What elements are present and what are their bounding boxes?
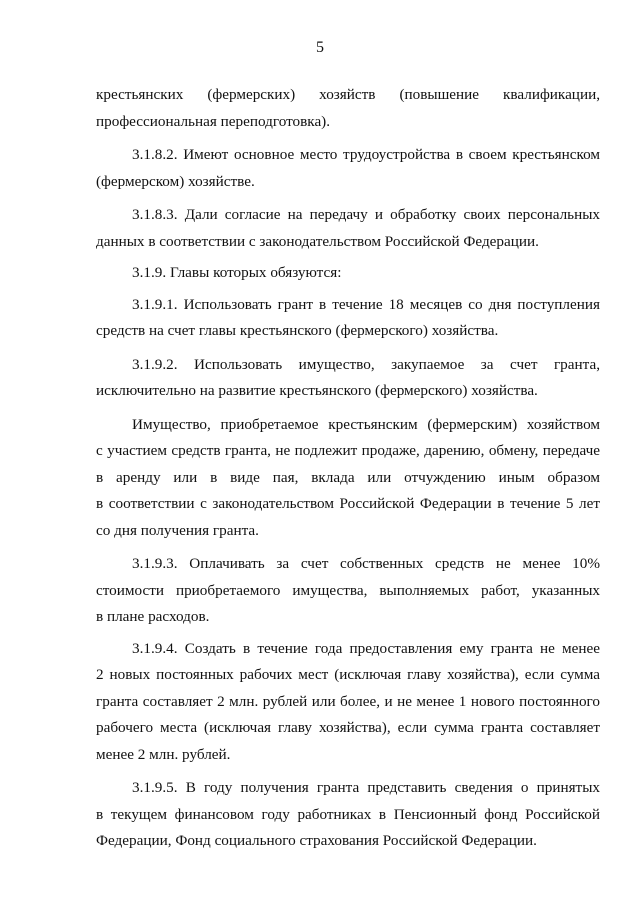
text-line: 3.1.9.2. Использовать имущество, закупаемое за счет гранта, — [132, 355, 600, 373]
text-line: 3.1.8.2. Имеют основное место трудоустройства в своем крестьянском — [132, 146, 600, 163]
paragraph-3-1-8-2 — [96, 142, 600, 195]
text-line: в аренду или в виде пая, вклада или отчуждению иным образом — [96, 468, 600, 486]
text-line: со дня получения гранта. — [96, 521, 259, 539]
text-line: стоимости приобретаемого имущества, выполняемых работ, указанных — [96, 581, 600, 599]
text-line: гранта составляет 2 млн. рублей или более, и не менее 1 нового постоянного — [96, 692, 600, 710]
text-line: 3.1.9.1. Использовать грант в течение 18 месяцев со дня поступления — [132, 295, 600, 313]
text-line: 3.1.9.4. Создать в течение года предоставления ему гранта не менее — [132, 639, 600, 657]
text-line: профессиональная переподготовка). — [96, 112, 331, 130]
text-line: рабочего места (исключая главу хозяйства), если сумма гранта составляет — [96, 719, 600, 736]
text-line: 3.1.9.3. Оплачивать за счет собственных средств не менее 10% — [132, 555, 600, 572]
paragraph-3-1-9-4 — [96, 636, 600, 769]
document-body — [96, 82, 600, 855]
text-line: 3.1.8.3. Дали согласие на передачу и обработку своих персональных — [132, 206, 600, 223]
paragraph-3-1-9-2 — [96, 352, 600, 405]
page-number: 5 — [316, 39, 324, 56]
text-line: 3.1.9.5. В году получения гранта представить сведения о принятых — [132, 779, 600, 796]
paragraph-3-1-8-3 — [96, 202, 600, 255]
paragraph-continuation — [96, 82, 600, 135]
text-line: Федерации, Фонд социального страхования Российской Федерации. — [96, 832, 537, 849]
text-line: в текущем финансовом году работниках в Пенсионный фонд Российской — [96, 805, 600, 823]
text-line: данных в соответствии с законодательством Российской Федерации. — [96, 232, 539, 250]
text-line: 3.1.9. Главы которых обязуются: — [132, 264, 342, 281]
text-line: крестьянских (фермерских) хозяйств (повышение квалификации, — [96, 86, 600, 103]
text-line: с участием средств гранта, не подлежит продаже, дарению, обмену, передаче — [96, 442, 600, 459]
text-line: менее 2 млн. рублей. — [96, 745, 231, 763]
text-line: 2 новых постоянных рабочих мест (исключая главу хозяйства), если сумма — [96, 666, 600, 683]
paragraph-property-restriction — [96, 412, 600, 545]
paragraph-3-1-9 — [96, 260, 600, 287]
text-line: в плане расходов. — [96, 608, 210, 625]
paragraph-3-1-9-3 — [96, 551, 600, 631]
text-line: в соответствии с законодательством Российской Федерации в течение 5 лет — [96, 495, 600, 512]
text-line: Имущество, приобретаемое крестьянским (фермерским) хозяйством — [132, 415, 600, 433]
text-line: (фермерском) хозяйстве. — [96, 172, 255, 190]
paragraph-3-1-9-1 — [96, 292, 600, 345]
text-line: средств на счет главы крестьянского (фермерского) хозяйства. — [96, 322, 499, 339]
paragraph-3-1-9-5 — [96, 775, 600, 855]
text-line: исключительно на развитие крестьянского (фермерского) хозяйства. — [96, 382, 538, 399]
